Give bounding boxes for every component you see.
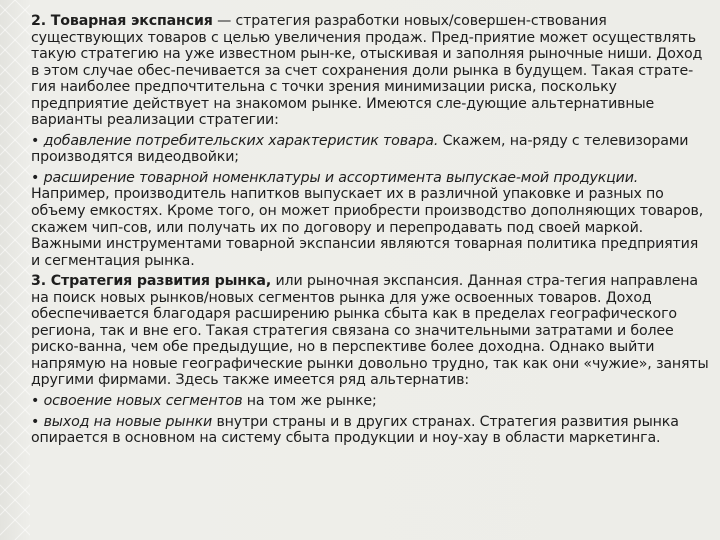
- emphasis-text: выход на новые рынки: [43, 413, 213, 430]
- paragraph: [31, 236, 711, 269]
- decorative-pattern-icon: [0, 0, 30, 540]
- body-text: или рыночная экспансия. Данная стра-тегия направлена на поиск новых рынков/новых сегментов рынка для уже освоенных товаров. Доход обеспечивается благодаря расширению рынка сбыта как в пределах географического региона, так и вне его. Такая стратегия связана со значительными затратами и более риско-ванна, чем обе предыдущие, но в перспективе более доходна. Однако выйти напрямую на новые географические рынки довольно трудно, так как они «чужие», заняты другими фирмами. Здесь также имеется ряд альтернатив:: [31, 273, 709, 389]
- body-text: Скажем, на-ряду с телевизорами производятся видеодвойки;: [31, 132, 689, 166]
- emphasis-text: добавление потребительских характеристик товара.: [43, 132, 439, 149]
- emphasis-text: освоение новых сегментов: [43, 393, 243, 410]
- body-text: •: [31, 413, 44, 430]
- paragraph: [31, 393, 711, 410]
- body-text: на том же рынке;: [242, 393, 377, 410]
- paragraph: [31, 273, 711, 389]
- body-text: Например, производитель напитков выпускает их в различной упаковке и разных по объему емкостях. Кроме того, он может приобрести производство дополняющих товаров, скажем чип-сов, или получать их по договору и перепродавать под своей маркой.: [31, 186, 704, 236]
- slide-text-body: [31, 13, 711, 451]
- heading-text: 2. Товарная экспансия: [31, 13, 213, 29]
- emphasis-text: расширение товарной номенклатуры и ассортимента выпускае-мой продукции.: [43, 169, 639, 186]
- decorative-border: [0, 0, 30, 540]
- body-text: •: [31, 393, 44, 410]
- paragraph: [31, 13, 711, 129]
- heading-text: 3. Стратегия развития рынка,: [31, 273, 272, 290]
- body-text: •: [31, 132, 44, 149]
- paragraph: [31, 414, 711, 447]
- body-text: •: [31, 169, 44, 186]
- paragraph: [31, 170, 711, 236]
- paragraph: [31, 133, 711, 166]
- body-text: — стратегия разработки новых/совершен-ствования существующих товаров с целью увеличения продаж. Пред-приятие может осуществлять такую стратегию на уже известном рын-ке, отыскивая и заполняя рыночные ниши. Доход в этом случае обес-печивается за счет сохранения доли рынка в будущем. Такая страте-гия наиболее предпочтительна с точки зрения минимизации риска, поскольку предприятие действует на знакомом рынке. Имеются сле-дующие альтернативные варианты реализации стратегии:: [31, 13, 703, 129]
- body-text: Важными инструментами товарной экспансии являются товарная политика предприятия и сегментация рынка.: [31, 236, 699, 269]
- body-text: внутри страны и в других странах. Стратегия развития рынка опирается в основном на систему сбыта продукции и ноу-хау в области маркетинга.: [31, 413, 679, 447]
